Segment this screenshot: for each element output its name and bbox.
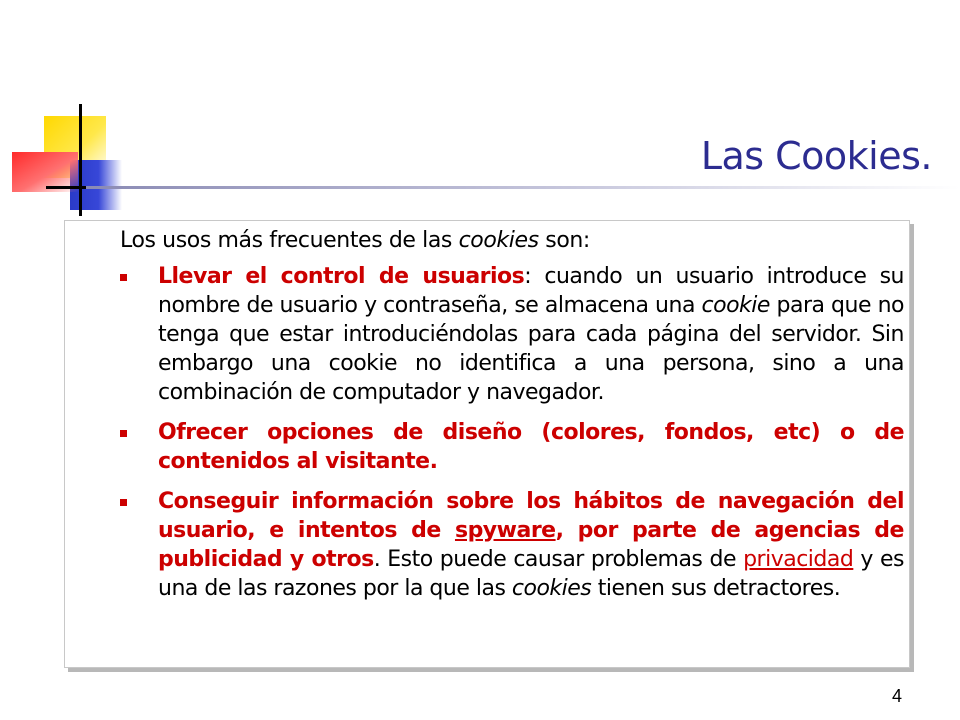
bullet-item-browsing-habits — [114, 487, 904, 603]
red-square-bullet-icon — [120, 430, 127, 437]
decorative-vertical-line — [79, 104, 82, 216]
bullet-item-design-options — [114, 418, 904, 476]
bullet-text: tienen sus detractores. — [591, 576, 841, 601]
red-square-bullet-icon — [120, 274, 127, 281]
slide-number: 4 — [892, 686, 903, 706]
decorative-horizontal-line — [46, 186, 86, 189]
intro-suffix: son: — [538, 228, 590, 253]
bullet-heading: Ofrecer opciones de diseño (colores, fondos, etc) o de contenidos al visitante. — [158, 420, 904, 474]
bullet-text: : cuando un usuario introduce su nombre de usuario y contraseña, se almacena una — [158, 264, 904, 318]
bullet-item-user-control — [114, 262, 904, 407]
bullet-text: y es una de las razones por la que las — [158, 547, 905, 601]
intro-italic: cookies — [458, 228, 539, 253]
bullet-text: para que no tenga que estar introduciéndolas para cada página del servidor. Sin embargo una cookie no identifica a una persona, sino a una combinación de computador y navegador. — [158, 293, 904, 405]
intro-prefix: Los usos más frecuentes de las — [120, 228, 459, 253]
intro-text — [120, 228, 590, 253]
bullet-list — [114, 262, 904, 614]
bullet-italic: cookie — [701, 293, 770, 318]
privacidad-link[interactable]: privacidad — [743, 547, 854, 572]
title-underline-rule — [86, 186, 960, 189]
red-square-bullet-icon — [120, 499, 127, 506]
page-title: Las Cookies. — [700, 134, 932, 178]
bullet-heading: , por parte de agencias de publicidad y otros — [158, 518, 904, 572]
bullet-italic: cookies — [511, 576, 592, 601]
spyware-link[interactable]: spyware — [454, 518, 556, 543]
bullet-text: . Esto puede causar problemas de — [373, 547, 744, 572]
bullet-heading: Llevar el control de usuarios — [158, 264, 525, 289]
bullet-heading: Conseguir información sobre los hábitos de navegación del usuario, e intentos de — [158, 489, 904, 543]
